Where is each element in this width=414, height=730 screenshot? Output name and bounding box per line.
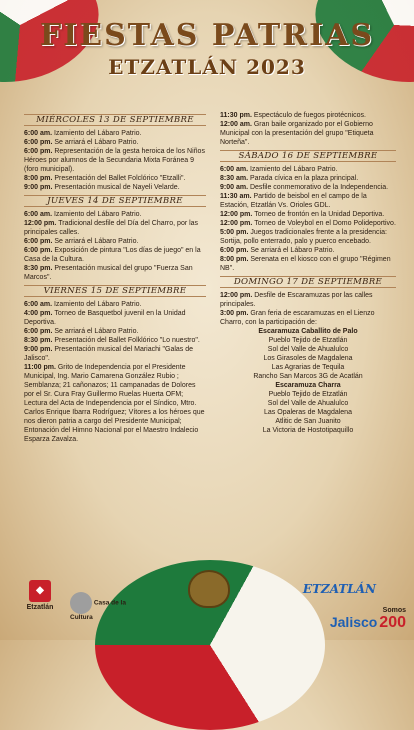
participant-item: Sol del Valle de Ahualulco	[267, 400, 349, 407]
event-item	[24, 237, 206, 246]
group-label-charra: Escaramuza Charra	[275, 382, 341, 389]
event-text: Se arriará el Lábaro Patrio.	[54, 328, 139, 335]
event-time: 5:00 pm.	[220, 229, 251, 236]
event-text: Espectáculo de fuegos pirotécnicos.	[253, 112, 366, 119]
day-events-miercoles	[24, 129, 206, 192]
logo-mid-text: Casa de la Cultura	[70, 599, 126, 621]
event-time: 12:00 pm.	[24, 220, 59, 227]
event-time: 12:00 pm.	[220, 220, 255, 227]
logo-etzatlan-script: ETZATLÁN	[302, 582, 376, 596]
group-list-caballito	[220, 336, 396, 381]
day-events-sabado	[220, 165, 396, 273]
event-time: 6:00 am.	[24, 130, 54, 137]
event-time: 6:00 pm.	[24, 238, 55, 245]
event-text: Juegos tradicionales frente a la presidencia: Sortija, pollo enterrado, palo y puerco encebado.	[220, 229, 387, 245]
event-item	[220, 246, 396, 255]
event-time: 6:00 pm.	[220, 247, 251, 254]
participant-item: Atlitic de San Juanito	[275, 418, 341, 425]
logo-etzatlan	[18, 580, 62, 634]
logo-casa-cultura	[70, 592, 140, 632]
event-time: 6:00 pm.	[24, 148, 55, 155]
event-item	[24, 129, 206, 138]
eagle-crest-icon	[188, 570, 230, 608]
participant-item: Las Opaleras de Magdalena	[264, 409, 352, 416]
right-column	[220, 111, 396, 435]
participant-item: Pueblo Tejido de Etzatlán	[268, 391, 348, 398]
event-text: Izamiento del Lábaro Patrio.	[53, 211, 142, 218]
event-item	[220, 174, 396, 183]
participant-item: Rancho San Marcos 3G de Acatlán	[253, 373, 363, 380]
event-item	[24, 363, 206, 444]
event-text: Gran feria de escaramuzas en el Lienzo Charro, con la participación de:	[220, 310, 375, 326]
event-item	[220, 219, 396, 228]
day-events-domingo	[220, 291, 396, 327]
day-heading-miercoles: MIÉRCOLES 13 DE SEPTIEMBRE	[24, 114, 206, 126]
event-text: Izamiento del Lábaro Patrio.	[53, 130, 142, 137]
event-text: Presentación del Ballet Folclórico "Etzalli".	[54, 175, 186, 182]
event-text: Grito de Independencia por el Presidente Municipal, Ing. Mario Camarena González Rubio ; Semblanza; 21 cañonazos; 11 campanadas de Dolores por el Sr. Cura Fray Guillermo Ruelas Huerta OFM; Lectura del Acta de Independencia por el Síndico, Mtro. Carlos Enrique Ibarra Rodríguez; Vítores a los héroes que nos dieron patria a cargo del Presidente Municipal; Entonación del Himno Nacional por el Maestro Indalecio Esparza Zavalza.	[24, 364, 205, 443]
event-text: Torneo de frontón en la Unidad Deportiva.	[254, 211, 385, 218]
event-item	[24, 300, 206, 309]
event-text: Se arriará el Lábaro Patrio.	[250, 247, 335, 254]
event-time: 3:00 pm.	[220, 310, 251, 317]
event-item	[24, 264, 206, 282]
event-text: Exposición de pintura "Los días de juego" en la Casa de la Cultura.	[24, 247, 201, 263]
group-label-caballito: Escaramuza Caballito de Palo	[258, 328, 358, 335]
group-list-charra	[220, 390, 396, 435]
event-item	[24, 138, 206, 147]
participant-item: Pueblo Tejido de Etzatlán	[268, 337, 348, 344]
event-item	[24, 183, 206, 192]
event-text: Presentación musical del grupo "Fuerza San Marcos".	[24, 265, 193, 281]
header	[0, 18, 414, 79]
day-events-viernes	[24, 300, 206, 444]
event-text: Serenata en el kiosco con el grupo "Régimen NB".	[220, 256, 391, 272]
event-text: Izamiento del Lábaro Patrio.	[249, 166, 338, 173]
event-time: 12:00 pm.	[220, 292, 255, 299]
event-text: Se arriará el Lábaro Patrio.	[54, 238, 139, 245]
event-item	[220, 210, 396, 219]
day-events-viernes-cont	[220, 111, 396, 147]
event-item	[24, 210, 206, 219]
day-heading-jueves: JUEVES 14 DE SEPTIEMBRE	[24, 195, 206, 207]
event-item	[220, 165, 396, 174]
municipal-shield-icon: ◆	[29, 580, 51, 602]
event-time: 8:30 pm.	[24, 337, 55, 344]
event-text: Presentación musical de Nayeli Velarde.	[54, 184, 180, 191]
event-time: 6:00 am.	[24, 211, 54, 218]
event-text: Tradicional desfile del Día del Charro, por las principales calles.	[24, 220, 199, 236]
event-item	[24, 345, 206, 363]
event-item	[220, 111, 396, 120]
event-text: Gran baile organizado por el Gobierno Municipal con la presentación del grupo "Etiqueta Norteña".	[220, 121, 374, 146]
event-text: Presentación del Ballet Folklórico "Lo nuestro".	[54, 337, 200, 344]
logo-left-text: Etzatlán	[26, 604, 54, 611]
event-time: 9:00 pm.	[24, 346, 55, 353]
culture-logo-icon	[70, 592, 92, 614]
left-column	[24, 111, 206, 444]
event-text: Torneo de Basquetbol juvenil en la Unidad Deportiva.	[24, 310, 186, 326]
event-text: Torneo de Voleybol en el Domo Polideportivo.	[254, 220, 396, 227]
participant-item: Las Agrarias de Tequila	[271, 364, 345, 371]
event-text: Desfile conmemorativo de la Independencia.	[249, 184, 389, 191]
event-item	[24, 336, 206, 345]
participant-item: La Victoria de Hostotipaquillo	[262, 427, 354, 434]
event-time: 12:00 am.	[220, 121, 254, 128]
event-text: Se arriará el Lábaro Patrio.	[54, 139, 139, 146]
event-time: 9:00 pm.	[24, 184, 55, 191]
event-time: 6:00 pm.	[24, 247, 55, 254]
page-subtitle: ETZATLÁN 2023	[108, 55, 306, 79]
event-time: 9:00 am.	[220, 184, 250, 191]
day-heading-sabado: SÁBADO 16 DE SEPTIEMBRE	[220, 150, 396, 162]
event-text: Representación de la gesta heroica de los Niños Héroes por alumnos de la Secundaria Mixta Foránea 9 (foro municipal).	[24, 148, 205, 173]
event-time: 8:00 pm.	[24, 175, 55, 182]
event-item	[24, 219, 206, 237]
event-item	[24, 174, 206, 183]
event-time: 8:30 am.	[220, 175, 250, 182]
event-time: 8:30 pm.	[24, 265, 55, 272]
event-item	[24, 246, 206, 264]
logo-right-line1: Somos	[382, 607, 406, 614]
event-text: Parada cívica en la plaza principal.	[249, 175, 359, 182]
event-time: 12:00 pm.	[220, 211, 255, 218]
event-time: 6:00 am.	[220, 166, 250, 173]
event-text: Presentación musical del Mariachi "Galas de Jalisco".	[24, 346, 194, 362]
day-heading-viernes: VIERNES 15 DE SEPTIEMBRE	[24, 285, 206, 297]
event-text: Desfile de Escaramuzas por las calles principales.	[220, 292, 373, 308]
event-item	[24, 327, 206, 336]
event-text: Izamiento del Lábaro Patrio.	[53, 301, 142, 308]
event-item	[220, 120, 396, 147]
event-item	[24, 309, 206, 327]
day-events-jueves	[24, 210, 206, 282]
event-time: 11:30 pm.	[220, 112, 254, 119]
event-item	[220, 228, 396, 246]
event-time: 6:00 am.	[24, 301, 54, 308]
event-time: 11:00 pm.	[24, 364, 58, 371]
participant-item: Sol del Valle de Ahualulco	[267, 346, 349, 353]
event-time: 11:30 am.	[220, 193, 254, 200]
event-item	[220, 255, 396, 273]
logo-jalisco-200	[296, 607, 406, 632]
event-text: Partido de beisbol en el campo de la Estación, Etzatlán Vs. Orioles GDL.	[220, 193, 367, 209]
day-heading-domingo: DOMINGO 17 DE SEPTIEMBRE	[220, 276, 396, 288]
logo-right-number: 200	[379, 614, 406, 631]
event-item	[24, 147, 206, 174]
participant-item: Los Girasoles de Magdalena	[263, 355, 353, 362]
event-item	[220, 183, 396, 192]
page-title: FIESTAS PATRIAS	[39, 18, 375, 53]
logo-right-line2: Jalisco	[329, 614, 378, 630]
event-time: 6:00 pm.	[24, 139, 55, 146]
event-item	[220, 291, 396, 309]
event-time: 6:00 pm.	[24, 328, 55, 335]
event-time: 8:00 pm.	[220, 256, 251, 263]
event-item	[220, 192, 396, 210]
event-time: 4:00 pm.	[24, 310, 55, 317]
event-item	[220, 309, 396, 327]
